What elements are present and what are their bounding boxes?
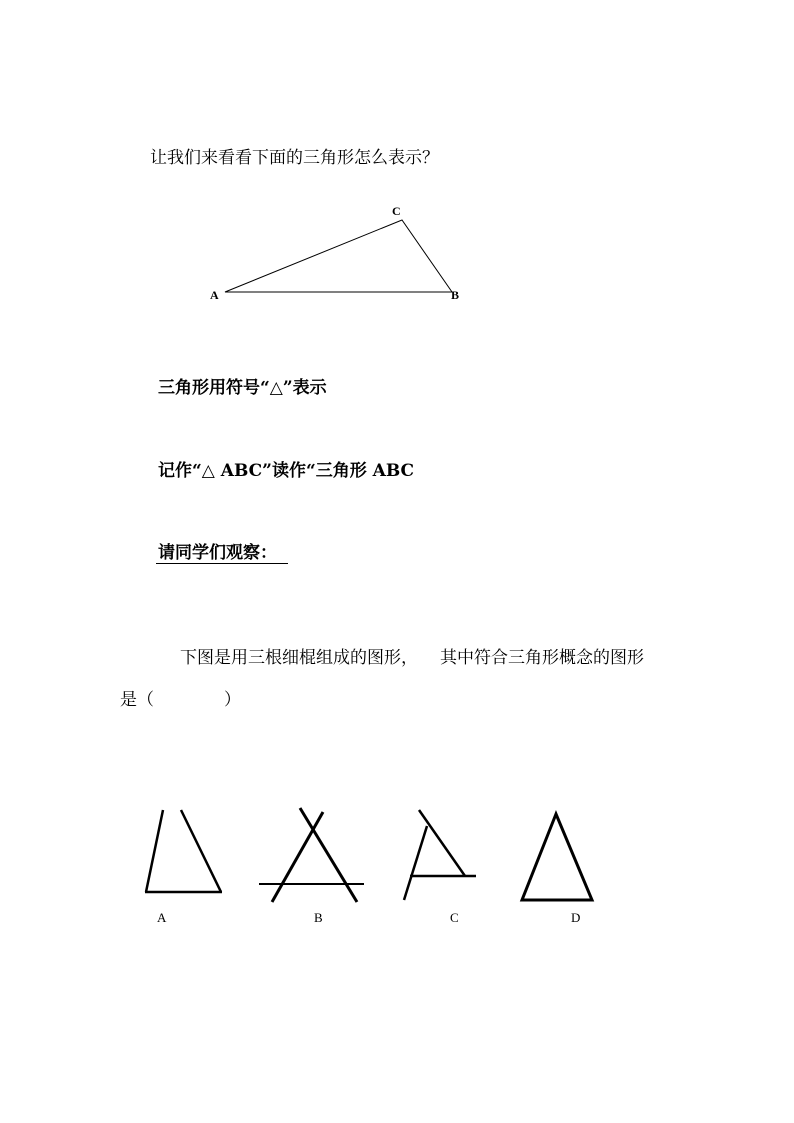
option-label-b: B: [314, 910, 323, 925]
question-part-2: 其中符合三角形概念的图形: [440, 648, 644, 668]
option-a-right-stick: [181, 810, 221, 892]
answer-close-paren: ）: [224, 690, 241, 710]
notation-line: 记作“△ ABC”读作“三角形 ABC: [158, 461, 415, 481]
option-c-right-stick: [419, 810, 465, 876]
vertex-label-a: A: [210, 288, 219, 302]
option-c-left-stick: [404, 826, 427, 900]
option-b-left-stick: [272, 812, 323, 902]
option-label-a: A: [157, 910, 167, 925]
option-a-left-stick: [146, 810, 163, 892]
intro-text: 让我们来看看下面的三角形怎么表示？: [150, 148, 439, 168]
option-d-triangle: [522, 814, 592, 900]
question-part-1: 下图是用三根细棍组成的图形，: [180, 648, 418, 668]
option-label-d: D: [571, 910, 581, 925]
option-label-c: C: [450, 910, 459, 925]
option-b-figure: [259, 808, 364, 902]
answer-open-paren: 是（: [120, 690, 154, 710]
observe-heading: 请同学们观察：: [158, 543, 277, 563]
option-c-figure: [404, 810, 476, 900]
option-b-right-stick: [300, 808, 357, 902]
symbol-line: 三角形用符号“△”表示: [158, 378, 327, 398]
vertex-label-c: C: [392, 204, 401, 218]
vertex-label-b: B: [451, 288, 460, 302]
option-d-figure: [522, 814, 592, 900]
option-a-figure: [145, 810, 222, 892]
